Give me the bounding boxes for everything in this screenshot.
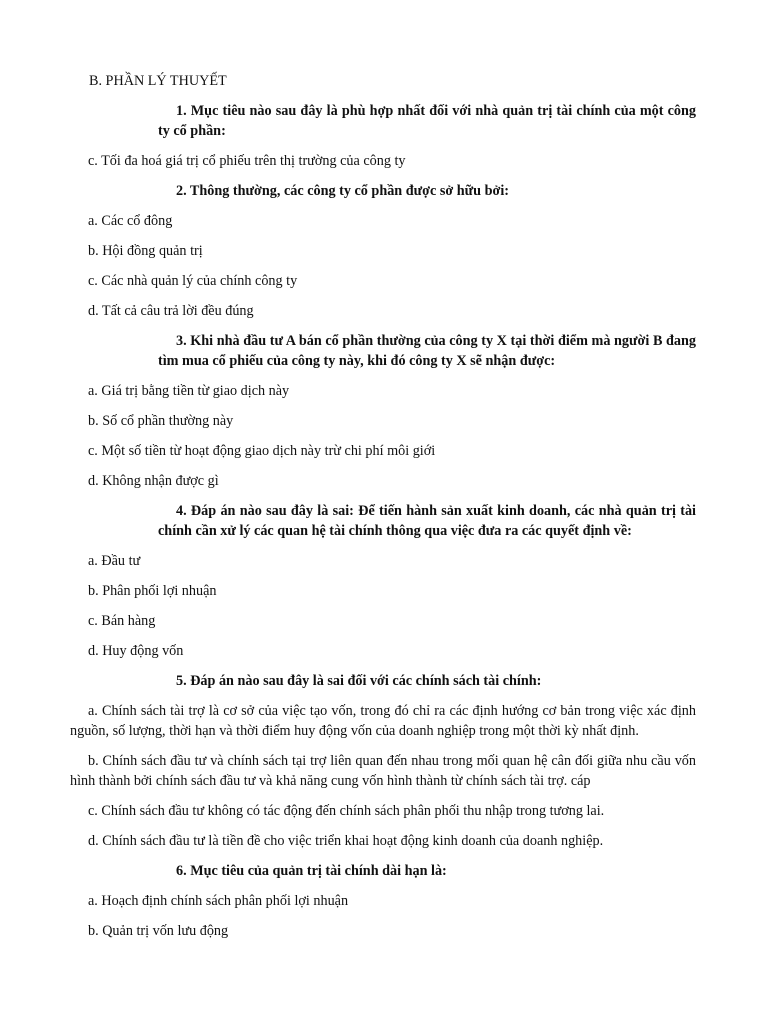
answer-option: a. Giá trị bằng tiền từ giao dịch này: [88, 383, 290, 399]
answer-option: d. Tất cả câu trả lời đều đúng: [88, 303, 254, 319]
answer-option: a. Chính sách tài trợ là cơ sở của việc tạo vốn, trong đó chỉ ra các định hướng cơ bản trong việc xác định nguồn, số lượng, thời hạn và thời điểm huy động vốn của doanh nghiệp trong một thời kỳ nhất định.: [70, 703, 696, 739]
question-text: 6. Mục tiêu của quản trị tài chính dài hạn là:: [176, 863, 447, 879]
answer-option: b. Số cổ phần thường này: [88, 413, 234, 429]
question-text: 3. Khi nhà đầu tư A bán cổ phần thường của công ty X tại thời điểm mà người B đang tìm mua cổ phiếu của công ty này, khi đó công ty X sẽ nhận được:: [158, 333, 696, 369]
answer-option: a. Hoạch định chính sách phân phối lợi nhuận: [88, 893, 349, 909]
answer-option: b. Phân phối lợi nhuận: [88, 583, 217, 599]
answer-option: d. Chính sách đầu tư là tiền đề cho việc triển khai hoạt động kinh doanh của doanh nghiệp.: [88, 833, 604, 849]
answer-option: b. Quản trị vốn lưu động: [88, 923, 229, 939]
answer-option: c. Một số tiền từ hoạt động giao dịch này trừ chi phí môi giới: [88, 443, 436, 459]
answer-option: c. Các nhà quản lý của chính công ty: [88, 273, 298, 289]
question-block-3: [88, 331, 696, 491]
question-block-1: [88, 101, 696, 171]
answer-option: b. Chính sách đầu tư và chính sách tại trợ liên quan đến nhau trong mối quan hệ cân đối giữa nhu cầu vốn hình thành bởi chính sách đầu tư và khả năng cung vốn hình thành từ chính sách tài trợ. cáp: [70, 753, 696, 789]
answer-option: c. Chính sách đầu tư không có tác động đến chính sách phân phối thu nhập trong tương lai.: [88, 803, 605, 819]
question-text: 2. Thông thường, các công ty cổ phần được sở hữu bởi:: [176, 183, 510, 199]
question-block-4: [88, 501, 696, 661]
answer-option: b. Hội đồng quản trị: [88, 243, 203, 259]
answer-option: d. Huy động vốn: [88, 643, 184, 659]
answer-option: c. Tối đa hoá giá trị cổ phiếu trên thị trường của công ty: [88, 153, 406, 169]
question-text: 1. Mục tiêu nào sau đây là phù hợp nhất đối với nhà quản trị tài chính của một công ty cổ phần:: [158, 103, 696, 139]
section-title: B. PHẦN LÝ THUYẾT: [89, 73, 227, 89]
question-text: 4. Đáp án nào sau đây là sai: Để tiến hành sản xuất kinh doanh, các nhà quản trị tài chính cần xử lý các quan hệ tài chính thông qua việc đưa ra các quyết định về:: [158, 503, 696, 539]
answer-option: a. Các cổ đông: [88, 213, 173, 229]
question-block-5: [70, 671, 696, 851]
answer-option: a. Đầu tư: [88, 553, 141, 569]
question-block-2: [88, 181, 696, 321]
question-text: 5. Đáp án nào sau đây là sai đối với các chính sách tài chính:: [176, 673, 542, 689]
question-block-6: [88, 861, 696, 941]
answer-option: d. Không nhận được gì: [88, 473, 219, 489]
answer-option: c. Bán hàng: [88, 613, 156, 629]
